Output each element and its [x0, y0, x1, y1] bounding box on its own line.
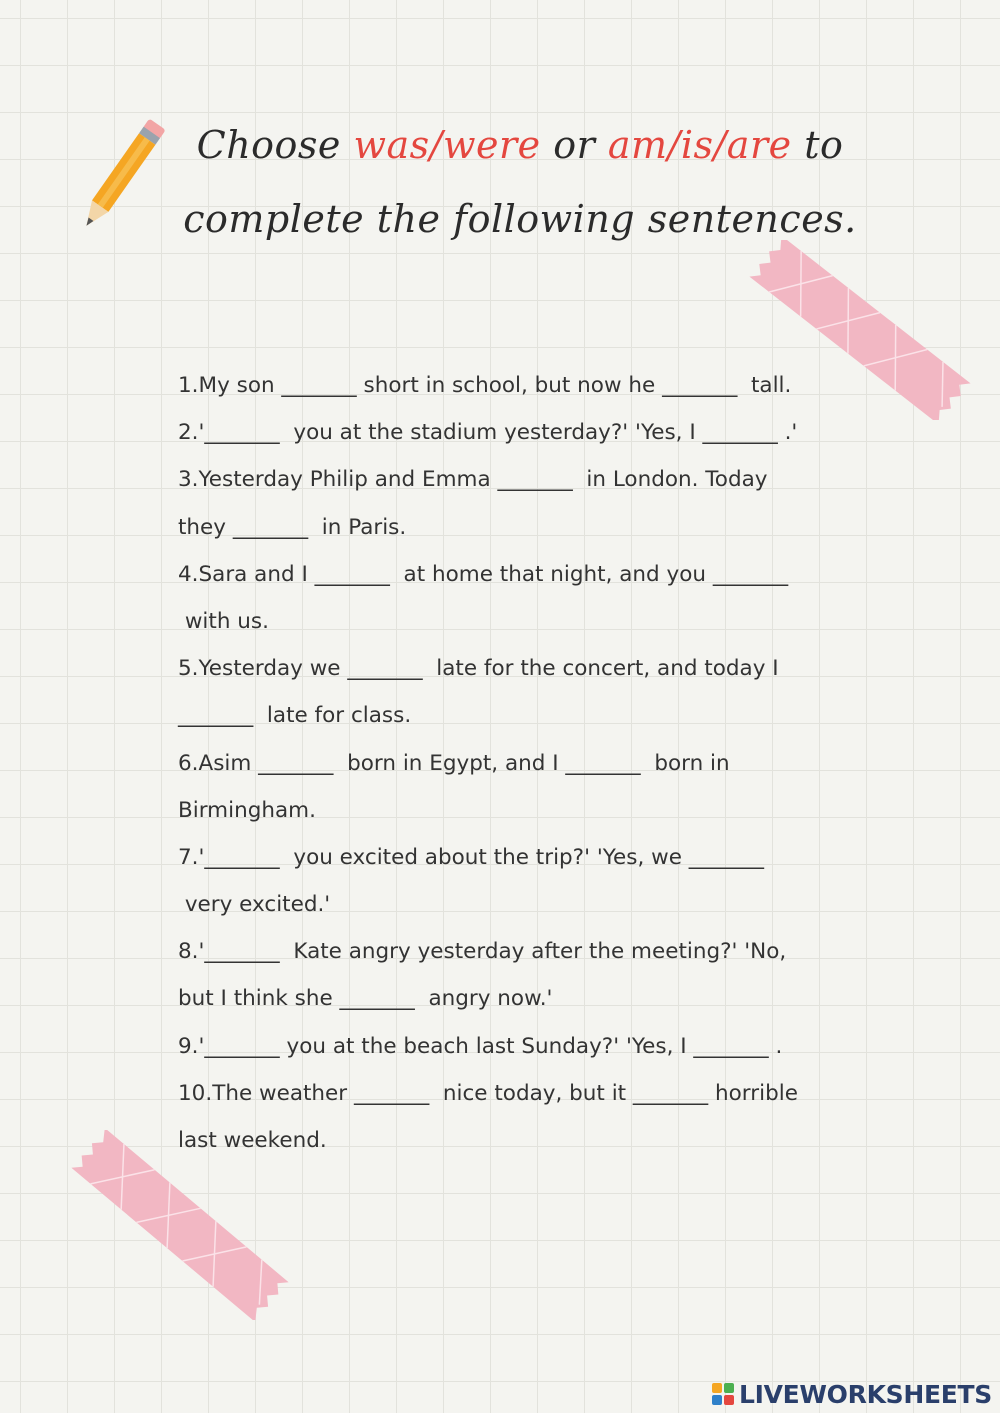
sentence-line: 4.Sara and I _______ at home that night, and you _______: [178, 561, 789, 587]
sentence-line: Birmingham.: [178, 797, 316, 823]
sentence-line: 6.Asim _______ born in Egypt, and I _______ born in: [178, 750, 730, 776]
sentence-list: [178, 362, 898, 1164]
sentence-line: they _______ in Paris.: [178, 514, 407, 540]
sentence-line: but I think she _______ angry now.': [178, 986, 553, 1012]
title-text: or: [540, 123, 608, 167]
liveworksheets-logo-icon: [711, 1382, 735, 1406]
title-highlight-past: was/were: [353, 123, 541, 167]
sentence-line: _______ late for class.: [178, 703, 412, 729]
footer-branding[interactable]: [711, 1377, 992, 1411]
sentence-line: 8.'_______ Kate angry yesterday after the meeting?' 'No,: [178, 939, 787, 965]
sentence-line: 9.'_______ you at the beach last Sunday?' 'Yes, I _______ .: [178, 1033, 783, 1059]
brand-name: LIVEWORKSHEETS: [738, 1379, 992, 1409]
worksheet-title: [150, 108, 890, 256]
sentence-line: 10.The weather _______ nice today, but it _______ horrible: [178, 1080, 798, 1106]
sentence-line: last weekend.: [178, 1128, 327, 1153]
sentence-line: 3.Yesterday Philip and Emma _______ in London. Today: [178, 467, 768, 493]
washi-tape-decoration: [65, 1130, 295, 1320]
title-highlight-present: am/is/are: [607, 123, 792, 167]
sentence-line: 1.My son _______ short in school, but now he _______ tall.: [178, 373, 792, 398]
sentence-line: 5.Yesterday we _______ late for the concert, and today I: [178, 656, 779, 682]
title-line-1: [150, 108, 890, 182]
sentence-line: 2.'_______ you at the stadium yesterday?' 'Yes, I _______ .': [178, 420, 798, 446]
sentence-line: very excited.': [178, 892, 331, 918]
title-text: Choose: [196, 123, 354, 167]
title-line-2: complete the following sentences.: [183, 197, 857, 241]
sentence-line: 7.'_______ you excited about the trip?' 'Yes, we _______: [178, 844, 765, 870]
sentence-line: with us.: [178, 608, 269, 634]
title-text: to: [791, 123, 844, 167]
